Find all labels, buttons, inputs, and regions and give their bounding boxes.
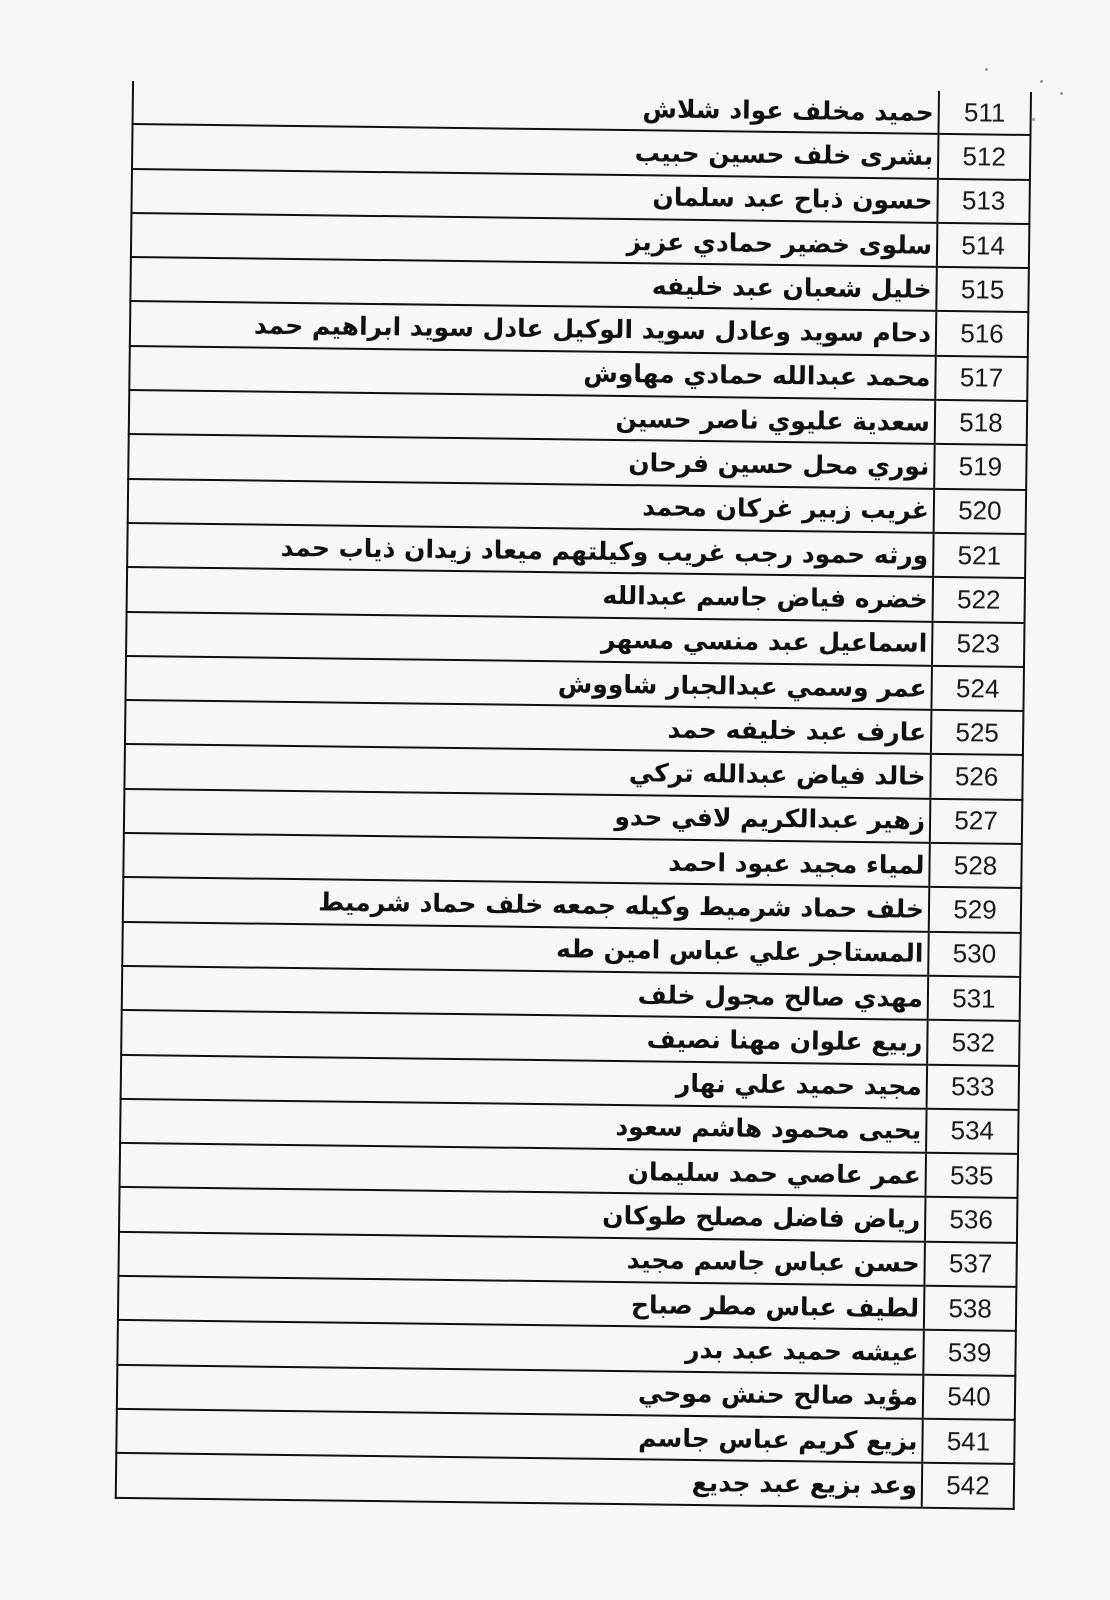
row-number: 515 bbox=[936, 267, 1029, 312]
row-number: 532 bbox=[927, 1020, 1020, 1065]
scan-speck bbox=[1060, 92, 1063, 95]
row-number: 534 bbox=[926, 1109, 1019, 1154]
person-name: محمد عبدالله حمادي مهاوش bbox=[129, 346, 935, 400]
row-number: 522 bbox=[933, 577, 1026, 622]
row-number: 519 bbox=[934, 444, 1027, 489]
person-name: خالد فياض عبدالله تركي bbox=[124, 744, 930, 798]
person-name: عمر عاصي حمد سليمان bbox=[120, 1143, 926, 1197]
person-name: لمياء مجيد عبود احمد bbox=[123, 833, 929, 887]
person-name: مهدي صالح مجول خلف bbox=[122, 966, 928, 1020]
person-name: بشرى خلف حسين حبيب bbox=[132, 124, 938, 178]
row-number: 535 bbox=[925, 1153, 1018, 1198]
person-name: وعد بزيع عبد جديع bbox=[116, 1453, 922, 1507]
names-table-body bbox=[116, 81, 1031, 1508]
person-name: عارف عبد خليفه حمد bbox=[125, 700, 931, 754]
row-number: 512 bbox=[938, 134, 1031, 179]
row-number: 520 bbox=[934, 489, 1027, 534]
person-name: سعدية عليوي ناصر حسين bbox=[129, 390, 935, 444]
row-number: 523 bbox=[932, 621, 1025, 666]
person-name: حسون ذباح عبد سلمان bbox=[131, 169, 937, 223]
row-number: 541 bbox=[922, 1419, 1015, 1464]
row-number: 524 bbox=[931, 666, 1024, 711]
scan-speck bbox=[1032, 118, 1035, 121]
person-name: حسن عباس جاسم مجيد bbox=[118, 1232, 924, 1286]
row-number: 539 bbox=[923, 1330, 1016, 1375]
row-number: 511 bbox=[938, 91, 1031, 135]
scan-speck bbox=[1040, 80, 1043, 83]
person-name: مؤيد صالح حنش موحي bbox=[117, 1365, 923, 1419]
row-number: 529 bbox=[929, 887, 1022, 932]
row-number: 514 bbox=[937, 223, 1030, 268]
person-name: يحيى محمود هاشم سعود bbox=[120, 1099, 926, 1153]
person-name: خلف حماد شرميط وكيله جمعه خلف حماد شرميط bbox=[123, 877, 929, 931]
person-name: عيشه حميد عبد بدر bbox=[117, 1320, 923, 1374]
person-name: اسماعيل عبد منسي مسهر bbox=[126, 612, 932, 666]
row-number: 513 bbox=[937, 178, 1030, 223]
row-number: 537 bbox=[924, 1241, 1017, 1286]
person-name: ربيع علوان مهنا نصيف bbox=[121, 1010, 927, 1064]
person-name: رياض فاضل مصلح طوكان bbox=[119, 1187, 925, 1241]
row-number: 517 bbox=[935, 356, 1028, 401]
person-name: ورثه حمود رجب غريب وكيلتهم ميعاد زيدان ذياب حمد bbox=[127, 523, 933, 577]
row-number: 518 bbox=[935, 400, 1028, 445]
row-number: 516 bbox=[936, 311, 1029, 356]
person-name: زهير عبدالكريم لافي حدو bbox=[124, 789, 930, 843]
row-number: 536 bbox=[925, 1197, 1018, 1242]
person-name: عمر وسمي عبدالجبار شاووش bbox=[126, 656, 932, 710]
row-number: 525 bbox=[931, 710, 1024, 755]
row-number: 538 bbox=[924, 1286, 1017, 1331]
row-number: 527 bbox=[930, 799, 1023, 844]
row-number: 542 bbox=[922, 1463, 1015, 1508]
row-number: 540 bbox=[923, 1374, 1016, 1419]
person-name: بزيع كريم عباس جاسم bbox=[116, 1409, 922, 1463]
person-name: دحام سويد وعادل سويد الوكيل عادل سويد ابراهيم حمد bbox=[130, 301, 936, 355]
person-name: مجيد حميد علي نهار bbox=[121, 1054, 927, 1108]
person-name: خليل شعبان عبد خليفه bbox=[130, 257, 936, 311]
row-number: 526 bbox=[930, 754, 1023, 799]
row-number: 533 bbox=[927, 1064, 1020, 1109]
person-name: حميد مخلف عواد شلاش bbox=[133, 81, 939, 134]
row-number: 521 bbox=[933, 533, 1026, 578]
person-name: لطيف عباس مطر صباح bbox=[118, 1276, 924, 1330]
row-number: 531 bbox=[928, 976, 1021, 1021]
scan-speck bbox=[985, 68, 988, 71]
person-name: خضره فياض جاسم عبدالله bbox=[127, 567, 933, 621]
person-name: نوري محل حسين فرحان bbox=[128, 434, 934, 488]
row-number: 530 bbox=[928, 931, 1021, 976]
person-name: سلوى خضير حمادي عزيز bbox=[131, 213, 937, 267]
row-number: 528 bbox=[929, 843, 1022, 888]
names-table bbox=[115, 81, 1032, 1509]
person-name: المستاجر علي عباس امين طه bbox=[122, 922, 928, 976]
person-name: غريب زبير غركان محمد bbox=[128, 479, 934, 533]
